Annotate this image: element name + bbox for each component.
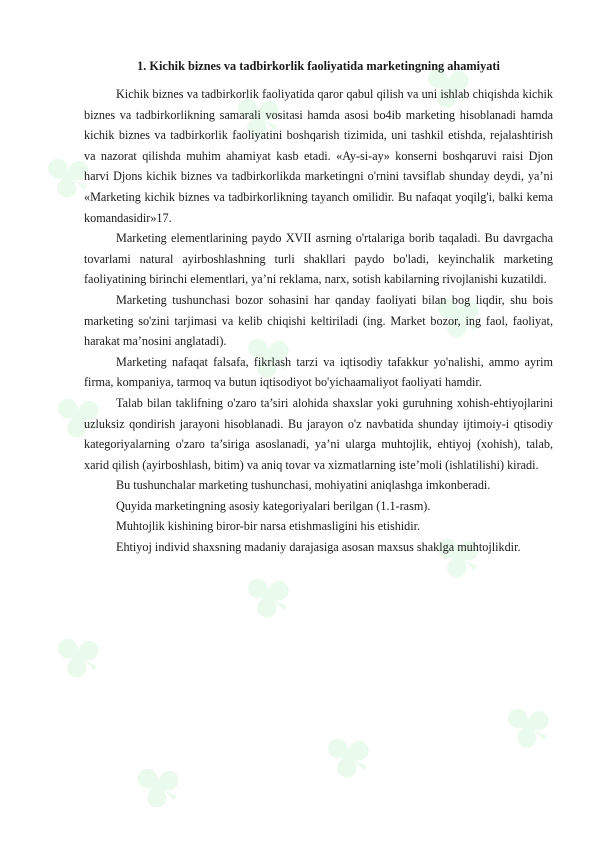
paragraph-2: Marketing elementlarining paydo XVII asrning o'rtalariga borib taqaladi. Bu davrgacha tovarlami natural ayirboshlashning turli shakllari paydo bo'ladi, keyinchalik marketing faoliyatining birinchi elementlari, ya’ni reklama, narx, sotish kabilarning rivojlanishi kuzatildi. [84, 231, 553, 287]
watermark-mark: ♣ [114, 744, 204, 829]
watermark-mark: ♣ [214, 74, 304, 159]
paragraph-8: Muhtojlik kishining biror-bir narsa etishmasligini his etishidir. [116, 519, 421, 534]
watermark-mark: ♣ [34, 614, 124, 699]
watermark-mark: ♣ [404, 44, 494, 129]
paragraph-3: Marketing tushunchasi bozor sohasini har qanday faoliyati bilan bog liqdir, shu bois marketing so'zini tarjimasi va kelib chiqishi keltiriladi (ing. Market bozor, ing faol, faoliyat, harakat ma’nosini anglatadi). [84, 292, 553, 349]
paragraph-9: Ehtiyoj individ shaxsning madaniy darajasiga asosan maxsus shaklga muhtojlikdir. [116, 540, 521, 555]
watermark-mark: ♣ [224, 314, 314, 399]
watermark-mark: ♣ [24, 134, 114, 219]
document-body [84, 57, 553, 558]
watermark-mark: ♣ [224, 554, 314, 639]
watermark-mark: ♣ [414, 274, 504, 359]
paragraph-4: Marketing nafaqat falsafa, fikrlash tarzi va iqtisodiy tafakkur yo'nalishi, ammo ayrim firma, kompaniya, tarmoq va butun iqtisodiyot bo'yichaamaliyot faoliyati hamdir. [84, 354, 553, 390]
paragraph-7: Quyida marketingning asosiy kategoriyalari berilgan (1.1-rasm). [116, 498, 431, 513]
paragraph-6: Bu tushunchalar marketing tushunchasi, mohiyatini aniqlashga imkonberadi. [116, 478, 491, 493]
watermark-mark: ♣ [414, 514, 504, 599]
watermark-mark: ♣ [304, 714, 394, 799]
paragraph-1: Kichik biznes va tadbirkorlik faoliyatida qaror qabul qilish va uni ishlab chiqishda kichik biznes va tadbirkorlikning samarali vositasi hamda asosi bo4ib marketing hisoblanadi hamda kichik biznes va tadbirkorlik faoliyatini boshqarish tizimida, uni tashkil etishda, rejalashtirish va nazorat qilishda muhim ahamiyat kasb etadi. «Ay-si-ay» konserni boshqaruvi raisi Djon harvi Djons kichik biznes va tadbirkorlikda marketingni o'rnini tavsiflab shunday deydi, ya’ni «Marketing kichik biznes va tadbirkorlikning tayanch omilidir. Bu nafaqat yoqilg'i, balki kema komandasidir»17. [84, 87, 553, 225]
section-heading: 1. Kichik biznes va tadbirkorlik faoliyatida marketingning ahamiyati [137, 59, 500, 73]
watermark-mark: ♣ [484, 684, 574, 769]
watermark-mark: ♣ [34, 374, 124, 459]
paragraph-5: Talab bilan taklifning o'zaro ta’siri alohida shaxslar yoki guruhning xohish-ehtiyojlarini uzluksiz qondirish jarayoni hisoblanadi. Bu jarayon o'z navbatida shunday ijtimoiy-i qtisodiy kategoriyalarning o'zaro ta’siriga asoslanadi, ya’ni ularga muhtojlik, ehtiyoj (xohish), talab, xarid qilish (ayirboshlash, bitim) va aniq tovar va xizmatlarning iste’moli (ishlatilishi) kiradi. [84, 395, 553, 472]
